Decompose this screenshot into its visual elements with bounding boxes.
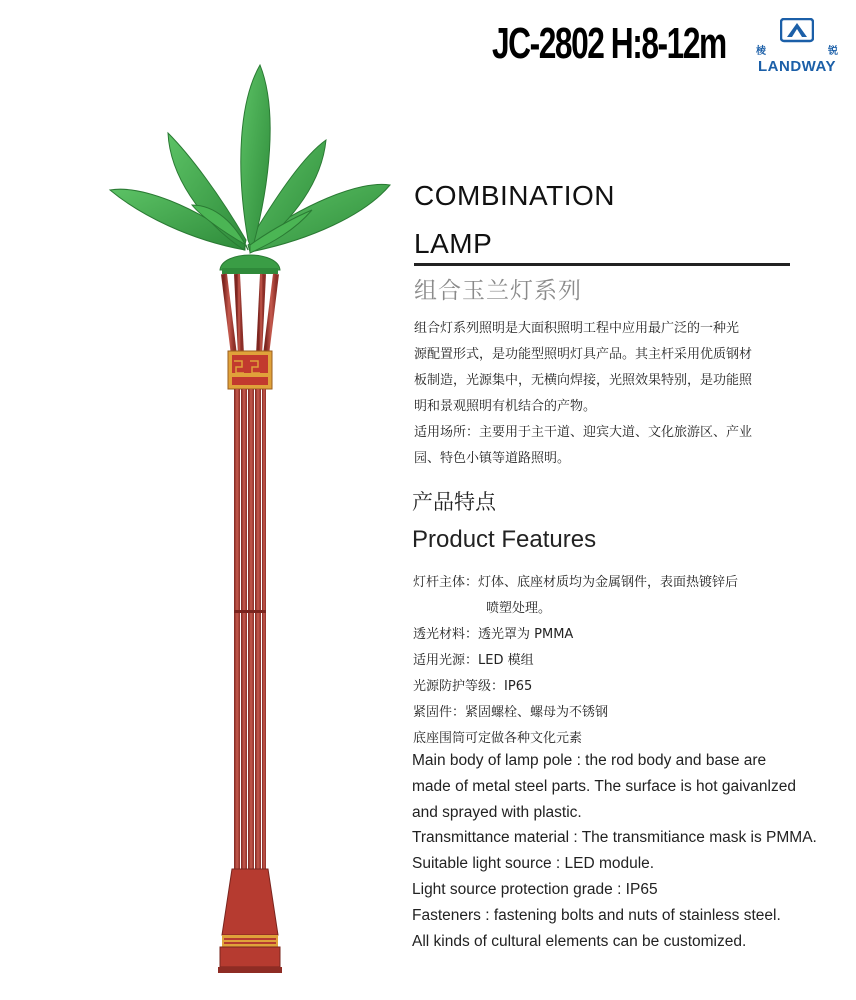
magnolia-leaves xyxy=(110,65,390,253)
spec-en-line: All kinds of cultural elements can be customized. xyxy=(412,932,747,950)
description-line: 组合灯系列照明是大面积照明工程中应用最广泛的一种光 xyxy=(414,321,740,336)
brand-logo xyxy=(752,18,842,78)
features-heading-en: Product Features xyxy=(412,526,597,553)
spec-value-continued: 喷塑处理。 xyxy=(486,601,552,616)
ornament-band xyxy=(228,351,272,389)
spec-en-line: Transmittance material : The transmitiance mask is PMMA. xyxy=(412,829,817,847)
model-title: JC-2802 H:8-12m xyxy=(492,19,726,68)
spec-value: 灯体、底座材质均为金属钢件，表面热镀锌后 xyxy=(478,575,739,590)
spec-label: 光源防护等级： xyxy=(413,679,505,694)
lamp-dome xyxy=(220,255,280,270)
spec-label: 灯杆主体： xyxy=(413,575,479,590)
spec-en-line: Main body of lamp pole : the rod body and base are xyxy=(412,752,767,769)
product-title-line2: LAMP xyxy=(414,228,493,259)
spec-value: 透光罩为 PMMA xyxy=(478,627,574,642)
spec-label: 底座围筒可定做各种文化元素 xyxy=(413,731,583,746)
spec-label: 适用光源： xyxy=(413,653,479,668)
description-line: 板制造，光源集中，无横向焊接，光照效果特别，是功能照 xyxy=(414,373,753,388)
spec-list-cn xyxy=(413,570,843,752)
description-line: 源配置形式，是功能型照明灯具产品。其主杆采用优质钢材 xyxy=(414,347,753,362)
spec-row xyxy=(413,700,843,726)
features-heading-cn: 产品特点 xyxy=(412,490,496,514)
combination-lamp-illustration xyxy=(100,55,400,985)
landway-logo-icon xyxy=(780,18,814,44)
product-title-line1: COMBINATION xyxy=(414,180,615,211)
brand-name: LANDWAY xyxy=(758,58,836,75)
spec-row xyxy=(413,674,843,700)
lamp-base xyxy=(218,869,282,973)
spec-row xyxy=(413,570,843,596)
spec-en-line: made of metal steel parts. The surface is hot gaivanlzed xyxy=(412,777,796,795)
brand-cn-right: 锐 xyxy=(828,46,838,57)
title-divider xyxy=(414,263,790,266)
product-description xyxy=(414,316,814,472)
spec-en-line: Suitable light source : LED module. xyxy=(412,855,655,873)
upper-rods xyxy=(224,274,276,355)
spec-label: 透光材料： xyxy=(413,627,479,642)
product-title-cn: 组合玉兰灯系列 xyxy=(414,278,582,304)
spec-list-en xyxy=(412,748,852,954)
spec-row xyxy=(413,648,843,674)
spec-en-line: and sprayed with plastic. xyxy=(412,803,582,821)
spec-en-line: Light source protection grade : IP65 xyxy=(412,880,658,898)
description-line: 适用场所：主要用于主干道、迎宾大道、文化旅游区、产业 xyxy=(414,425,753,440)
spec-value: IP65 xyxy=(504,679,533,694)
spec-label: 紧固件： xyxy=(413,705,466,720)
spec-row xyxy=(413,622,843,648)
description-line: 明和景观照明有机结合的产物。 xyxy=(414,399,597,414)
spec-value: 紧固螺栓、螺母为不锈钢 xyxy=(465,705,609,720)
spec-value: LED 模组 xyxy=(478,653,534,668)
spec-en-line: Fasteners : fastening bolts and nuts of stainless steel. xyxy=(412,906,781,924)
main-pole-rods xyxy=(234,389,266,869)
brand-cn-left: 棱 xyxy=(756,46,766,57)
description-line: 园、特色小镇等道路照明。 xyxy=(414,451,571,466)
